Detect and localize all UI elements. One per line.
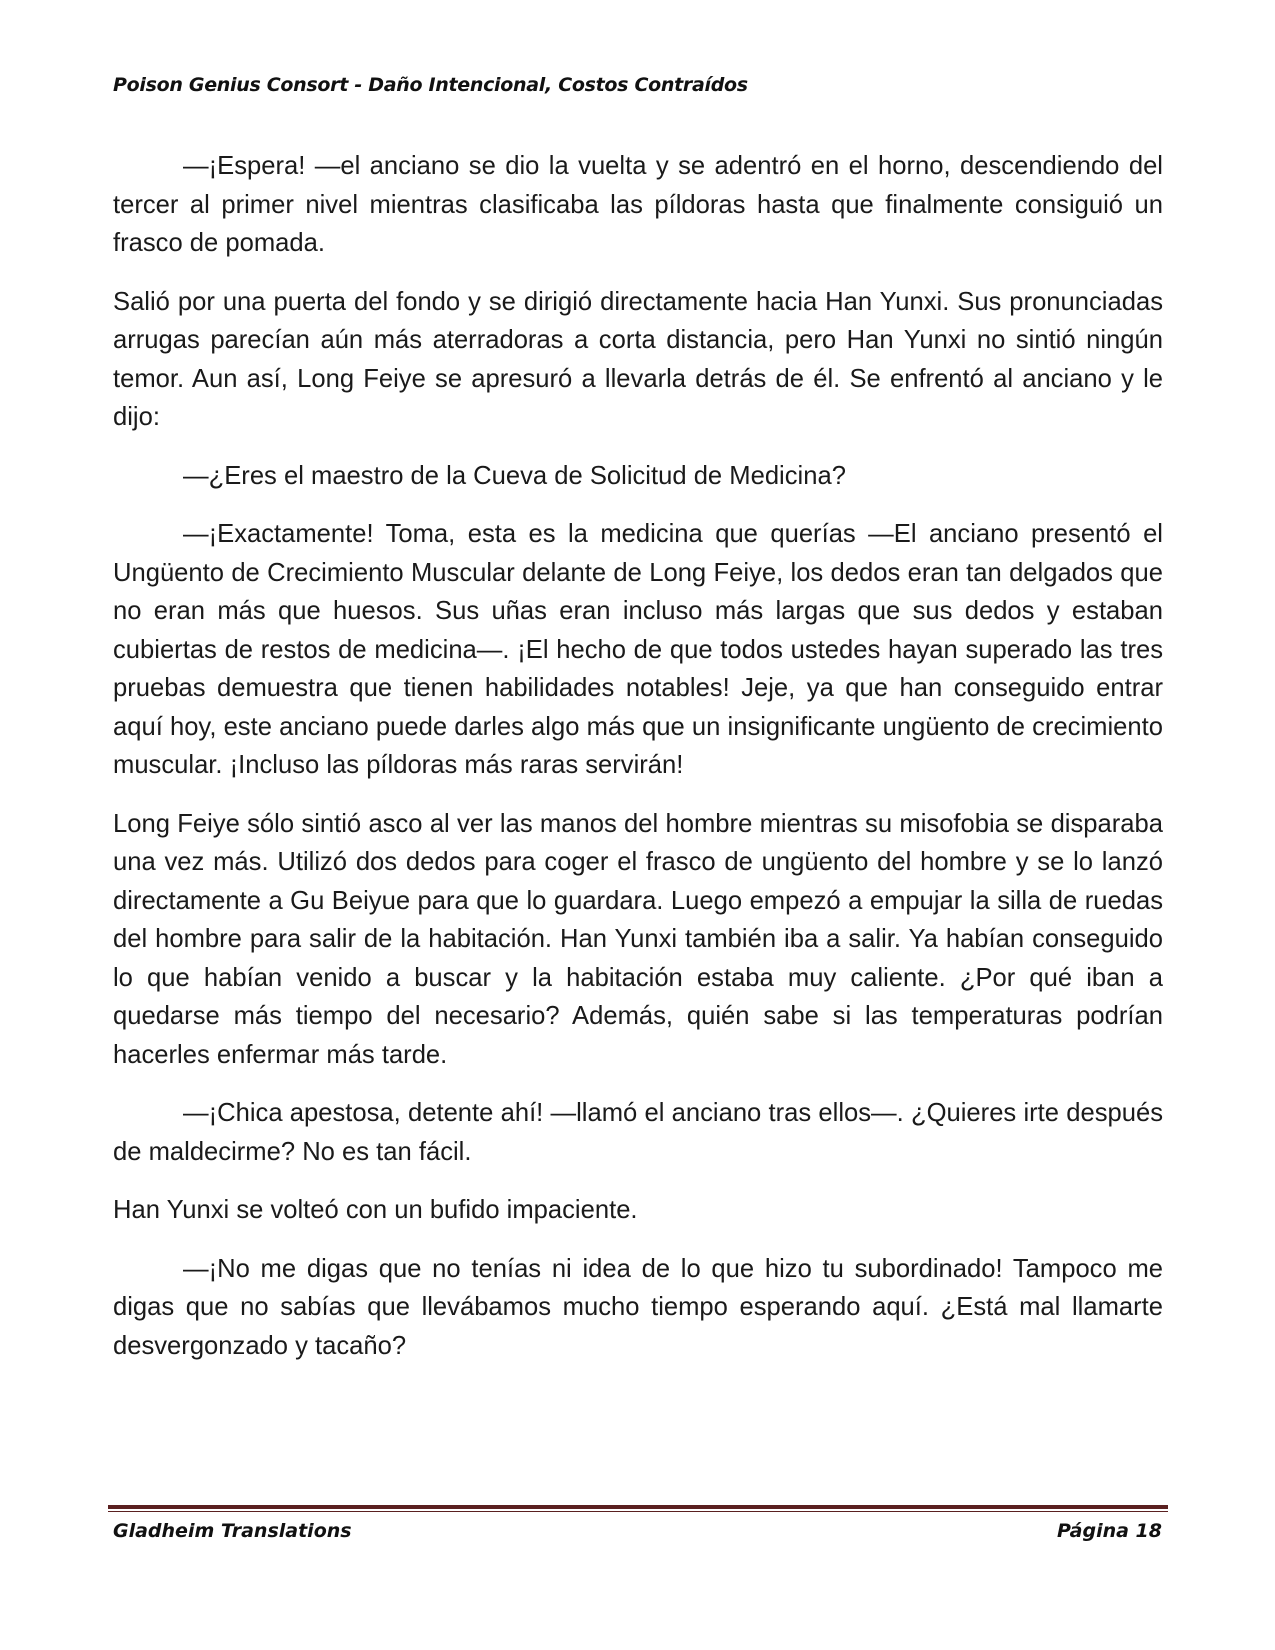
paragraph-4: —¡Exactamente! Toma, esta es la medicina que querías —El anciano presentó el Ungüento de Crecimiento Muscular delante de Long Feiye, los dedos eran tan delgados que no eran más que huesos. Sus uñas eran incluso más largas que sus dedos y estaban cubiertas de restos de medicina—. ¡El hecho de que todos ustedes hayan superado las tres pruebas demuestra que tienen habilidades notables! Jeje, ya que han conseguido entrar aquí hoy, este anciano puede darles algo más que un insignificante ungüento de crecimiento muscular. ¡Incluso las píldoras más raras servirán! [113, 520, 1163, 779]
paragraph-7: Han Yunxi se volteó con un bufido impaciente. [113, 1196, 638, 1224]
paragraph-2: Salió por una puerta del fondo y se dirigió directamente hacia Han Yunxi. Sus pronunciadas arrugas parecían aún más aterradoras a corta distancia, pero Han Yunxi no sintió ningún temor. Aun así, Long Feiye se apresuró a llevarla detrás de él. Se enfrentó al anciano y le dijo: [113, 287, 1163, 431]
footer-publisher: Gladheim Translations [113, 1520, 352, 1542]
paragraph-5: Long Feiye sólo sintió asco al ver las manos del hombre mientras su misofobia se disparaba una vez más. Utilizó dos dedos para coger el frasco de ungüento del hombre y se lo lanzó directamente a Gu Beiyue para que lo guardara. Luego empezó a empujar la silla de ruedas del hombre para salir de la habitación. Han Yunxi también iba a salir. Ya habían conseguido lo que habían venido a buscar y la habitación estaba muy caliente. ¿Por qué iban a quedarse más tiempo del necesario? Además, quién sabe si las temperaturas podrían hacerles enfermar más tarde. [113, 809, 1163, 1069]
paragraph-1: —¡Espera! —el anciano se dio la vuelta y se adentró en el horno, descendiendo del tercer al primer nivel mientras clasificaba las píldoras hasta que finalmente consiguió un frasco de pomada. [113, 152, 1163, 257]
footer-divider-thin [108, 1511, 1168, 1512]
footer-divider-thick [108, 1505, 1168, 1509]
page-header-title: Poison Genius Consort - Daño Intencional, Costos Contraídos [113, 74, 748, 96]
footer-page-number: Página 18 [1056, 1520, 1162, 1542]
paragraph-3: —¿Eres el maestro de la Cueva de Solicitud de Medicina? [183, 461, 846, 490]
paragraph-6: —¡Chica apestosa, detente ahí! —llamó el anciano tras ellos—. ¿Quieres irte después de maldecirme? No es tan fácil. [113, 1099, 1163, 1166]
document-body [113, 147, 1163, 1385]
paragraph-8: —¡No me digas que no tenías ni idea de lo que hizo tu subordinado! Tampoco me digas que no sabías que llevábamos mucho tiempo esperando aquí. ¿Está mal llamarte desvergonzado y tacaño? [113, 1254, 1163, 1360]
